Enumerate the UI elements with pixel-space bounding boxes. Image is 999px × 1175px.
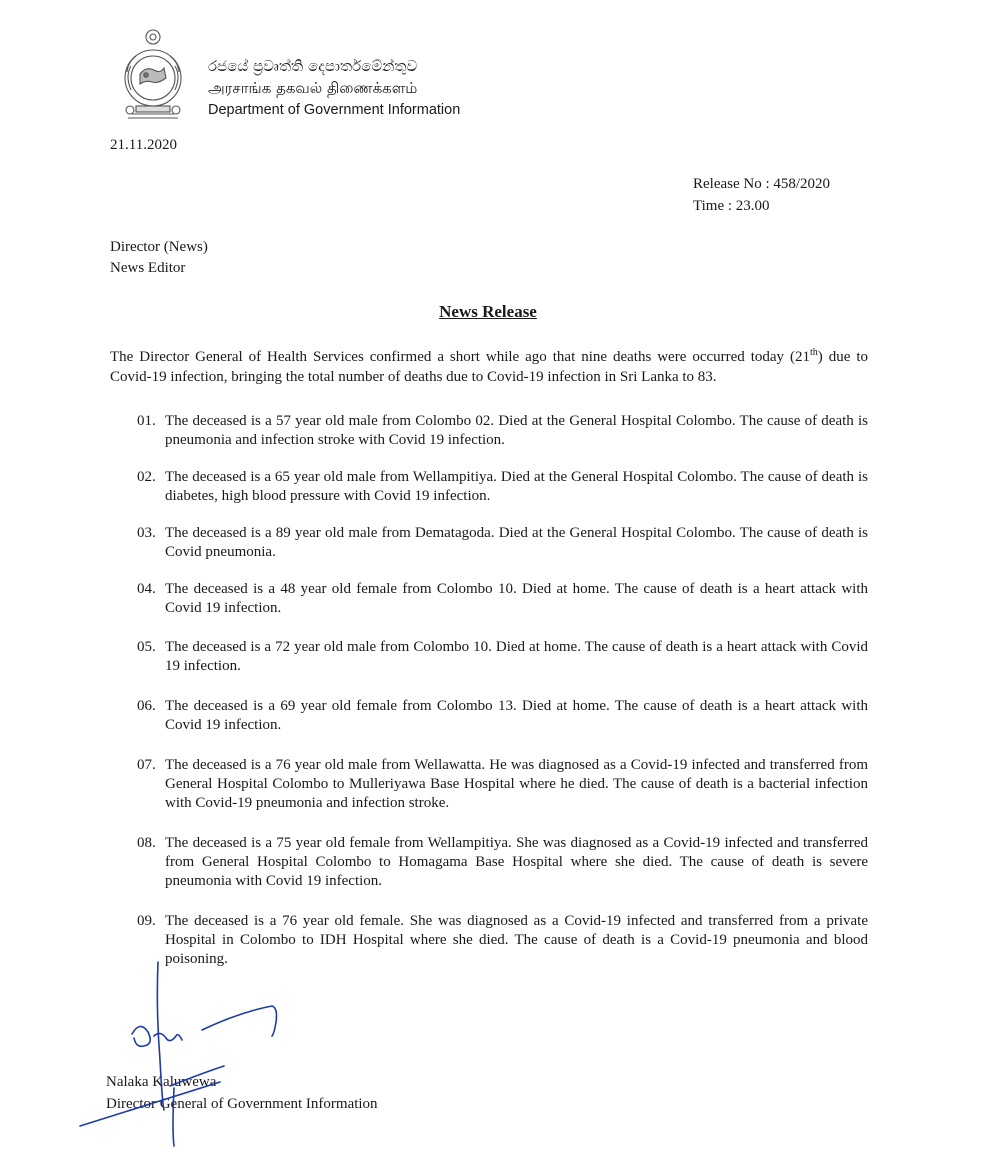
signer-name: Nalaka Kaluwewa <box>106 1074 217 1090</box>
list-item <box>128 468 868 506</box>
recipient-director-news: Director (News) <box>110 239 208 255</box>
list-item-number: 01. <box>137 413 156 429</box>
list-item <box>128 580 868 618</box>
sri-lanka-emblem-icon <box>118 28 188 124</box>
recipient-news-editor: News Editor <box>110 260 186 276</box>
list-item-number: 02. <box>137 469 156 485</box>
list-item <box>128 756 868 813</box>
intro-paragraph <box>110 347 868 387</box>
list-item-text: The deceased is a 76 year old female. She was diagnosed as a Covid-19 infected and transferred from a private Hospital in Colombo to IDH Hospital where she died. The cause of death is a Covid-19 pneumonia and blood poisoning. <box>165 913 868 967</box>
list-item-text: The deceased is a 65 year old male from Wellampitiya. Died at the General Hospital Colombo. The cause of death is diabetes, high blood pressure with Covid 19 infection. <box>165 469 868 504</box>
list-item-text: The deceased is a 69 year old female from Colombo 13. Died at home. The cause of death is a heart attack with Covid 19 infection. <box>165 698 868 733</box>
document-heading: News Release <box>439 302 537 321</box>
list-item <box>128 697 868 735</box>
intro-text-end: ) due to Covid-19 infection, bringing the total number of deaths due to Covid-19 infection in Sri Lanka to 83. <box>110 349 868 385</box>
list-item-text: The deceased is a 89 year old male from Dematagoda. Died at the General Hospital Colombo. The cause of death is Covid pneumonia. <box>165 525 868 560</box>
handwritten-signature <box>70 950 370 1160</box>
intro-ordinal-suffix: th <box>810 347 818 358</box>
list-item <box>128 638 868 676</box>
list-item <box>128 524 868 562</box>
intro-text-start: The Director General of Health Services confirmed a short while ago that nine deaths were occurred today (21 <box>110 349 810 365</box>
department-name-tamil: அரசாங்க தகவல் திணைக்களம் <box>208 79 418 97</box>
signer-title: Director General of Government Information <box>106 1096 378 1112</box>
list-item-text: The deceased is a 57 year old male from Colombo 02. Died at the General Hospital Colombo. The cause of death is pneumonia and infection stroke with Covid 19 infection. <box>165 413 868 448</box>
list-item-text: The deceased is a 48 year old female from Colombo 10. Died at home. The cause of death is a heart attack with Covid 19 infection. <box>165 581 868 616</box>
list-item-text: The deceased is a 75 year old female from Wellampitiya. She was diagnosed as a Covid-19 infected and transferred from General Hospital Colombo to Homagama Base Hospital where she died. The cause of death is severe pneumonia with Covid 19 infection. <box>165 835 868 889</box>
list-item-text: The deceased is a 72 year old male from Colombo 10. Died at home. The cause of death is a heart attack with Covid 19 infection. <box>165 639 868 674</box>
list-item-number: 08. <box>137 835 156 851</box>
list-item-number: 07. <box>137 757 156 773</box>
department-name-english: Department of Government Information <box>208 102 461 118</box>
release-number: Release No : 458/2020 <box>693 176 831 192</box>
list-item-number: 09. <box>137 913 156 929</box>
department-name-sinhala: රජයේ ප්‍රවෘත්ති දෙපාර්තමේන්තුව <box>208 57 418 75</box>
list-item-number: 04. <box>137 581 156 597</box>
list-item-text: The deceased is a 76 year old male from Wellawatta. He was diagnosed as a Covid-19 infected and transferred from General Hospital Colombo to Mulleriyawa Base Hospital where he died. The cause of death is a bacterial infection with Covid-19 pneumonia and infection stroke. <box>165 757 868 811</box>
list-item <box>128 412 868 450</box>
release-time: Time : 23.00 <box>693 198 770 214</box>
list-item-number: 05. <box>137 639 156 655</box>
list-item <box>128 834 868 891</box>
release-date: 21.11.2020 <box>110 137 177 153</box>
list-item-number: 06. <box>137 698 156 714</box>
list-item-number: 03. <box>137 525 156 541</box>
